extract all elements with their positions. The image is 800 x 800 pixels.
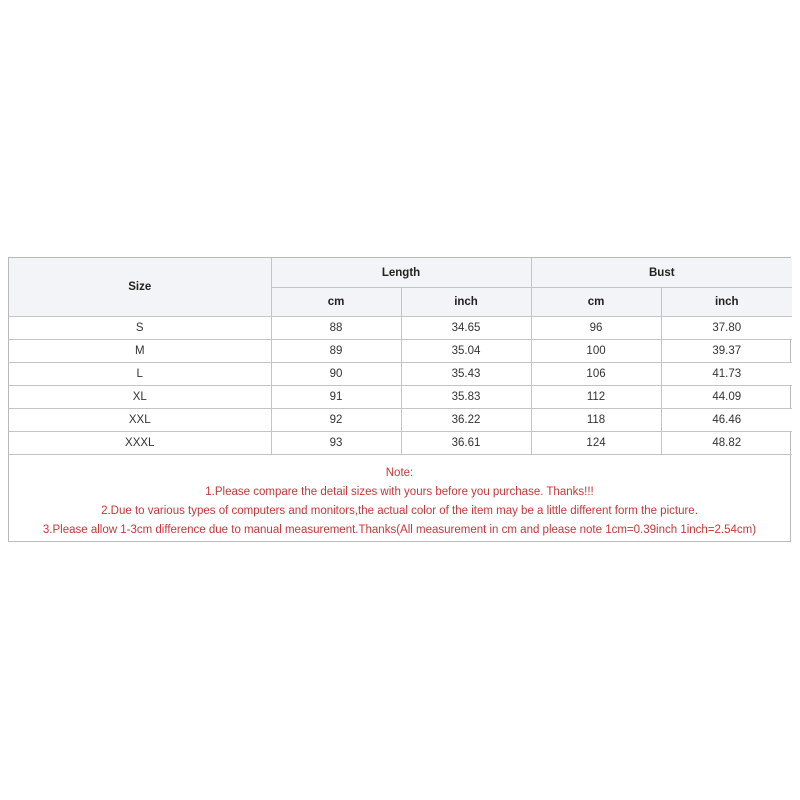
note-line-3: 3.Please allow 1-3cm difference due to manual measurement.Thanks(All measurement in cm and please note 1cm=0.39inch 1inch=2.54cm) xyxy=(42,524,757,536)
size-cell: XXL xyxy=(9,409,271,432)
size-cell: L xyxy=(9,363,271,386)
length-inch-cell: 34.65 xyxy=(401,317,531,340)
table-row xyxy=(9,317,792,340)
bust-cm-cell: 106 xyxy=(531,363,661,386)
length-inch-cell: 35.43 xyxy=(401,363,531,386)
length-inch-header: inch xyxy=(401,288,531,317)
note-title: Note: xyxy=(385,467,414,479)
length-cm-cell: 91 xyxy=(271,386,401,409)
bust-header: Bust xyxy=(531,258,792,288)
length-header: Length xyxy=(271,258,531,288)
length-cm-cell: 92 xyxy=(271,409,401,432)
table-row xyxy=(9,409,792,432)
note-line-1: 1.Please compare the detail sizes with yours before you purchase. Thanks!!! xyxy=(205,486,594,498)
bust-cm-cell: 112 xyxy=(531,386,661,409)
bust-inch-header: inch xyxy=(661,288,792,317)
bust-cm-header: cm xyxy=(531,288,661,317)
bust-inch-cell: 48.82 xyxy=(661,432,792,455)
bust-inch-cell: 44.09 xyxy=(661,386,792,409)
length-inch-cell: 36.22 xyxy=(401,409,531,432)
bust-cm-cell: 96 xyxy=(531,317,661,340)
bust-inch-cell: 41.73 xyxy=(661,363,792,386)
size-chart xyxy=(8,257,791,542)
size-cell: XL xyxy=(9,386,271,409)
notes-section xyxy=(9,464,790,540)
size-header: Size xyxy=(9,258,271,317)
bust-cm-cell: 100 xyxy=(531,340,661,363)
size-cell: M xyxy=(9,340,271,363)
table-header-row xyxy=(9,258,792,288)
note-line-2: 2.Due to various types of computers and monitors,the actual color of the item may be a little different form the picture. xyxy=(101,505,698,517)
size-table xyxy=(9,258,792,455)
table-row xyxy=(9,432,792,455)
bust-inch-cell: 39.37 xyxy=(661,340,792,363)
length-cm-cell: 88 xyxy=(271,317,401,340)
length-cm-cell: 93 xyxy=(271,432,401,455)
bust-cm-cell: 124 xyxy=(531,432,661,455)
bust-inch-cell: 46.46 xyxy=(661,409,792,432)
length-inch-cell: 35.04 xyxy=(401,340,531,363)
length-cm-cell: 90 xyxy=(271,363,401,386)
length-cm-header: cm xyxy=(271,288,401,317)
table-row xyxy=(9,340,792,363)
length-cm-cell: 89 xyxy=(271,340,401,363)
table-row xyxy=(9,386,792,409)
bust-cm-cell: 118 xyxy=(531,409,661,432)
size-cell: XXXL xyxy=(9,432,271,455)
length-inch-cell: 35.83 xyxy=(401,386,531,409)
table-row xyxy=(9,363,792,386)
bust-inch-cell: 37.80 xyxy=(661,317,792,340)
size-cell: S xyxy=(9,317,271,340)
length-inch-cell: 36.61 xyxy=(401,432,531,455)
